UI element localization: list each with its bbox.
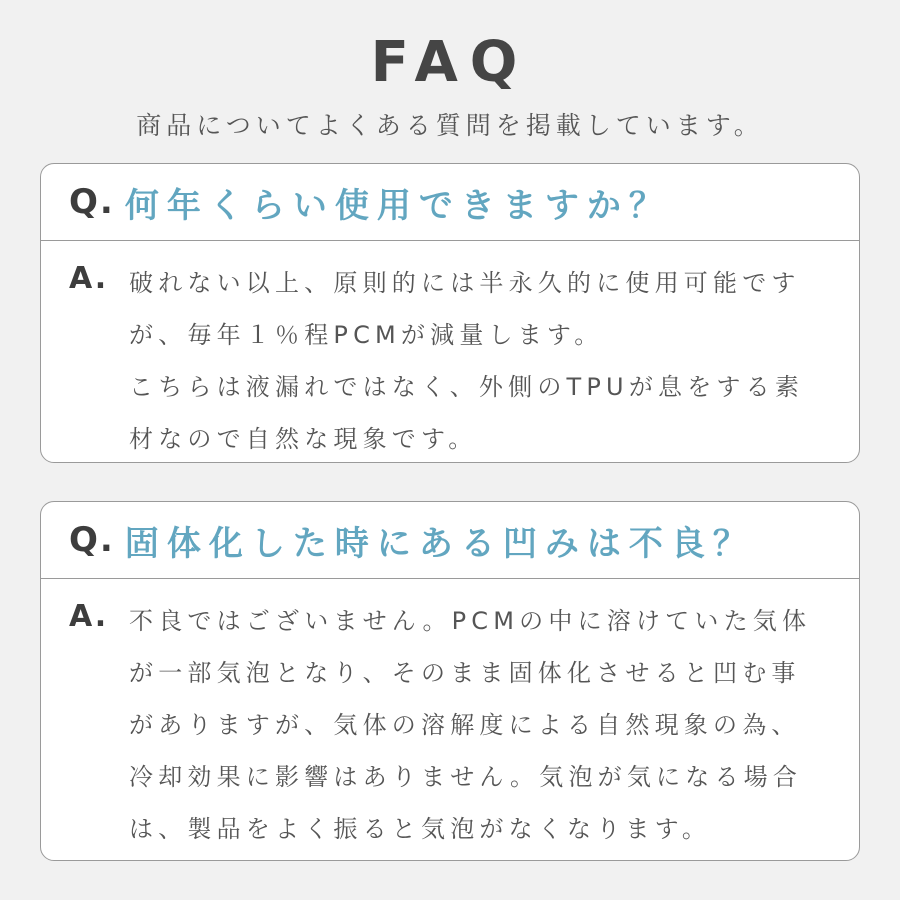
- page-subtitle: 商品についてよくある質問を掲載しています。: [136, 111, 764, 140]
- answer-line: が一部気泡となり、そのまま固体化させると凹む事: [129, 659, 801, 687]
- faq-question-row: [41, 502, 859, 579]
- answer-line: 不良ではございません。PCMの中に溶けていた気体: [129, 607, 812, 635]
- faq-card: [40, 163, 860, 463]
- answer-line: がありますが、気体の溶解度による自然現象の為、: [129, 711, 801, 739]
- faq-answer: [41, 579, 859, 855]
- faq-question-row: [41, 164, 859, 241]
- answer-mark-label: A.: [69, 599, 109, 634]
- question-mark-label: Q.: [69, 520, 115, 560]
- faq-question: 何年くらい使用できますか？: [124, 185, 671, 226]
- answer-line: 冷却効果に影響はありません。気泡が気になる場合: [129, 763, 803, 791]
- question-mark-label: Q.: [69, 182, 115, 222]
- answer-line: は、製品をよく振ると気泡がなくなります。: [129, 815, 712, 843]
- page-title: FAQ: [370, 30, 530, 95]
- answer-line: 材なので自然な現象です。: [129, 425, 478, 453]
- answer-line: 破れない以上、原則的には半永久的に使用可能です: [129, 269, 801, 297]
- faq-answer: [41, 241, 859, 463]
- answer-line: こちらは液漏れではなく、外側のTPUが息をする素: [129, 373, 805, 401]
- answer-mark-label: A.: [69, 261, 109, 296]
- answer-line: が、毎年１％程PCMが減量します。: [129, 321, 604, 349]
- faq-card: [40, 501, 860, 861]
- faq-question: 固体化した時にある凹みは不良？: [124, 523, 755, 564]
